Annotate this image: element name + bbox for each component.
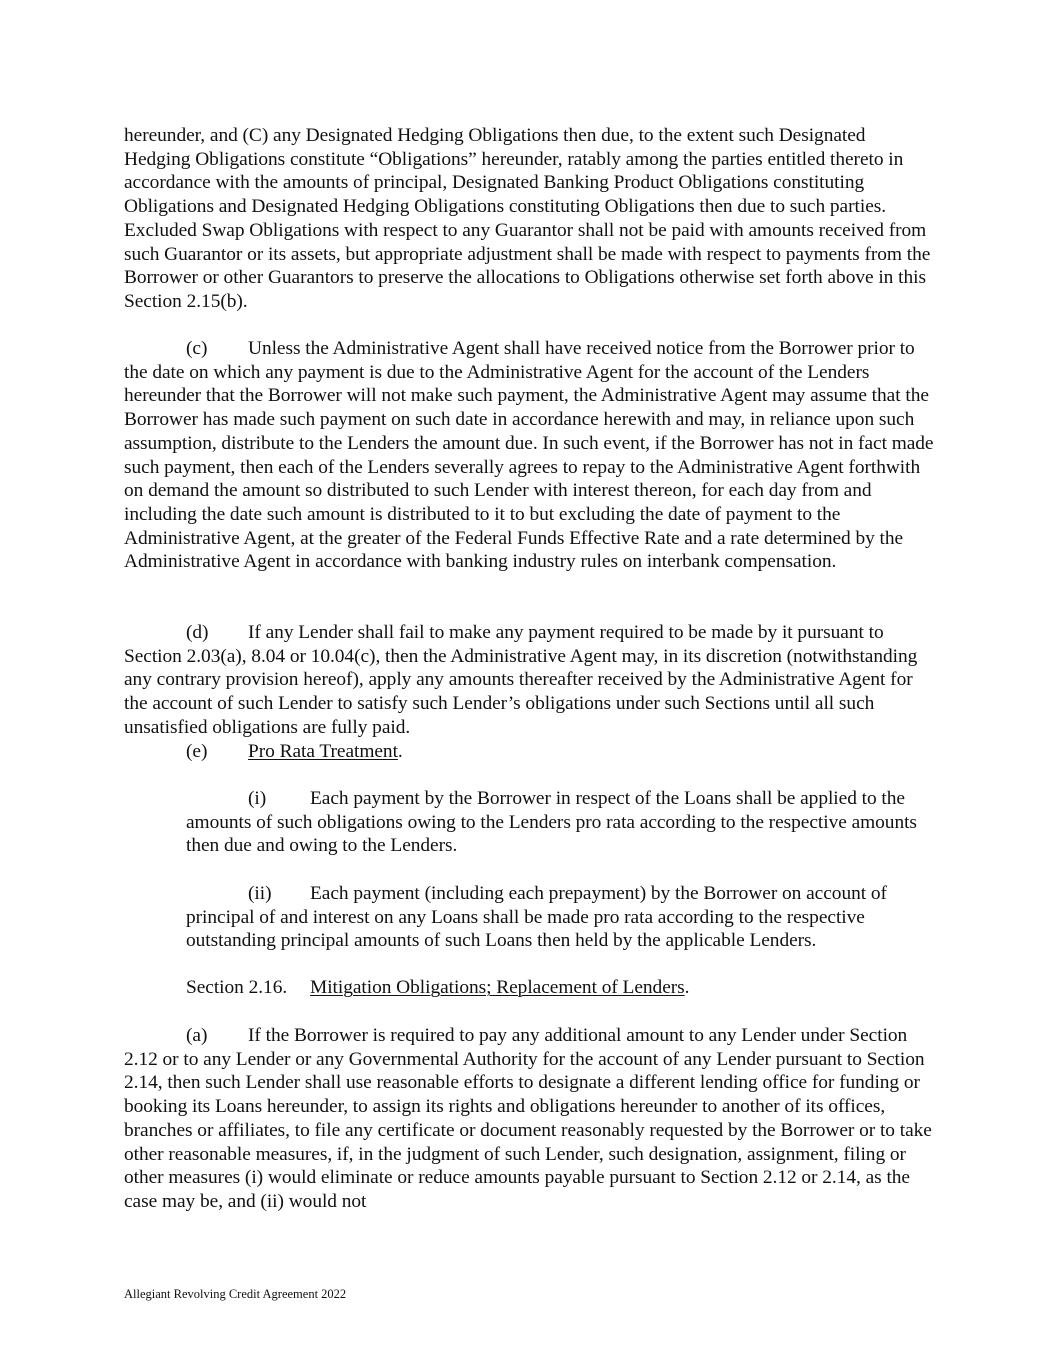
subparagraph-e-i bbox=[186, 787, 936, 882]
paragraph-text: If the Borrower is required to pay any additional amount to any Lender under Section 2.12 or to any Lender or any Governmental Authority for the account of any Lender pursuant to Section 2.14, then such Lender shall use reasonable efforts to designate a different lending office for funding or booking its Loans hereunder, to assign its rights and obligations hereunder to another of its offices, branches or affiliates, to file any certificate or document reasonably requested by the Borrower or to take other reasonable measures, if, in the judgment of such Lender, such designation, assignment, filing or other measures (i) would eliminate or reduce amounts payable pursuant to Section 2.12 or 2.14, as the case may be, and (ii) would not bbox=[124, 1025, 932, 1212]
subparagraph-label: (ii) bbox=[248, 883, 272, 904]
paragraph-text: Unless the Administrative Agent shall have received notice from the Borrower prior to the date on which any payment is due to the Administrative Agent for the account of the Lenders hereunder that the Borrower will not make such payment, the Administrative Agent may assume that the Borrower has made such payment on such date in accordance herewith and may, in reliance upon such assumption, distribute to the Lenders the amount due. In such event, if the Borrower has not in fact made such payment, then each of the Lenders severally agrees to repay to the Administrative Agent forthwith on demand the amount so distributed to such Lender with interest thereon, for each day from and including the date such amount is distributed to it to but excluding the date of payment to the Administrative Agent, at the greater of the Federal Funds Effective Rate and a rate determined by the Administrative Agent in accordance with banking industry rules on interbank compensation. bbox=[124, 338, 934, 573]
section-2-16-heading bbox=[186, 976, 936, 1023]
section-2-16-paragraph-a bbox=[124, 1024, 936, 1237]
section-title: Mitigation Obligations; Replacement of Lenders bbox=[310, 977, 685, 998]
subparagraph-text: Each payment (including each prepayment) by the Borrower on account of principal of and interest on any Loans shall be made pro rata according to the respective outstanding principal amounts of such Loans then held by the applicable Lenders. bbox=[186, 883, 887, 952]
paragraph-label: (e) bbox=[186, 741, 208, 762]
paragraph-text: hereunder, and (C) any Designated Hedging Obligations then due, to the extent such Designated Hedging Obligations constitute “Obligations” hereunder, ratably among the parties entitled thereto in accordance with the amounts of principal, Designated Banking Product Obligations constituting Obligations and Designated Hedging Obligations constituting Obligations then due to such parties. Excluded Swap Obligations with respect to any Guarantor shall not be paid with amounts received from such Guarantor or its assets, but appropriate adjustment shall be made with respect to payments from the Borrower or other Guarantors to preserve the allocations to Obligations otherwise set forth above in this Section 2.15(b). bbox=[124, 125, 931, 312]
heading-punctuation: . bbox=[397, 741, 403, 762]
paragraph-c bbox=[124, 337, 936, 598]
subparagraph-e-ii bbox=[186, 882, 936, 977]
paragraph-label: (a) bbox=[186, 1025, 208, 1046]
subparagraph-text: Each payment by the Borrower in respect of the Loans shall be applied to the amounts of such obligations owing to the Lenders pro rata according to the respective amounts then due and owing to the Lenders. bbox=[186, 788, 917, 857]
page-footer: Allegiant Revolving Credit Agreement 2022 bbox=[124, 1287, 347, 1301]
subparagraph-label: (i) bbox=[248, 788, 267, 809]
paragraph-e-heading bbox=[124, 740, 936, 787]
paragraph-heading: Pro Rata Treatment bbox=[248, 741, 398, 762]
title-punctuation: . bbox=[684, 977, 690, 998]
section-number: Section 2.16. bbox=[186, 977, 288, 998]
paragraph-label: (d) bbox=[186, 622, 209, 643]
paragraph-text: If any Lender shall fail to make any payment required to be made by it pursuant to Section 2.03(a), 8.04 or 10.04(c), then the Administrative Agent may, in its discretion (notwithstanding any contrary provision hereof), apply any amounts thereafter received by the Administrative Agent for the account of such Lender to satisfy such Lender’s obligations under such Sections until all such unsatisfied obligations are fully paid. bbox=[124, 622, 918, 738]
paragraph-2-15-b-continuation bbox=[124, 124, 936, 337]
paragraph-label: (c) bbox=[186, 338, 208, 359]
